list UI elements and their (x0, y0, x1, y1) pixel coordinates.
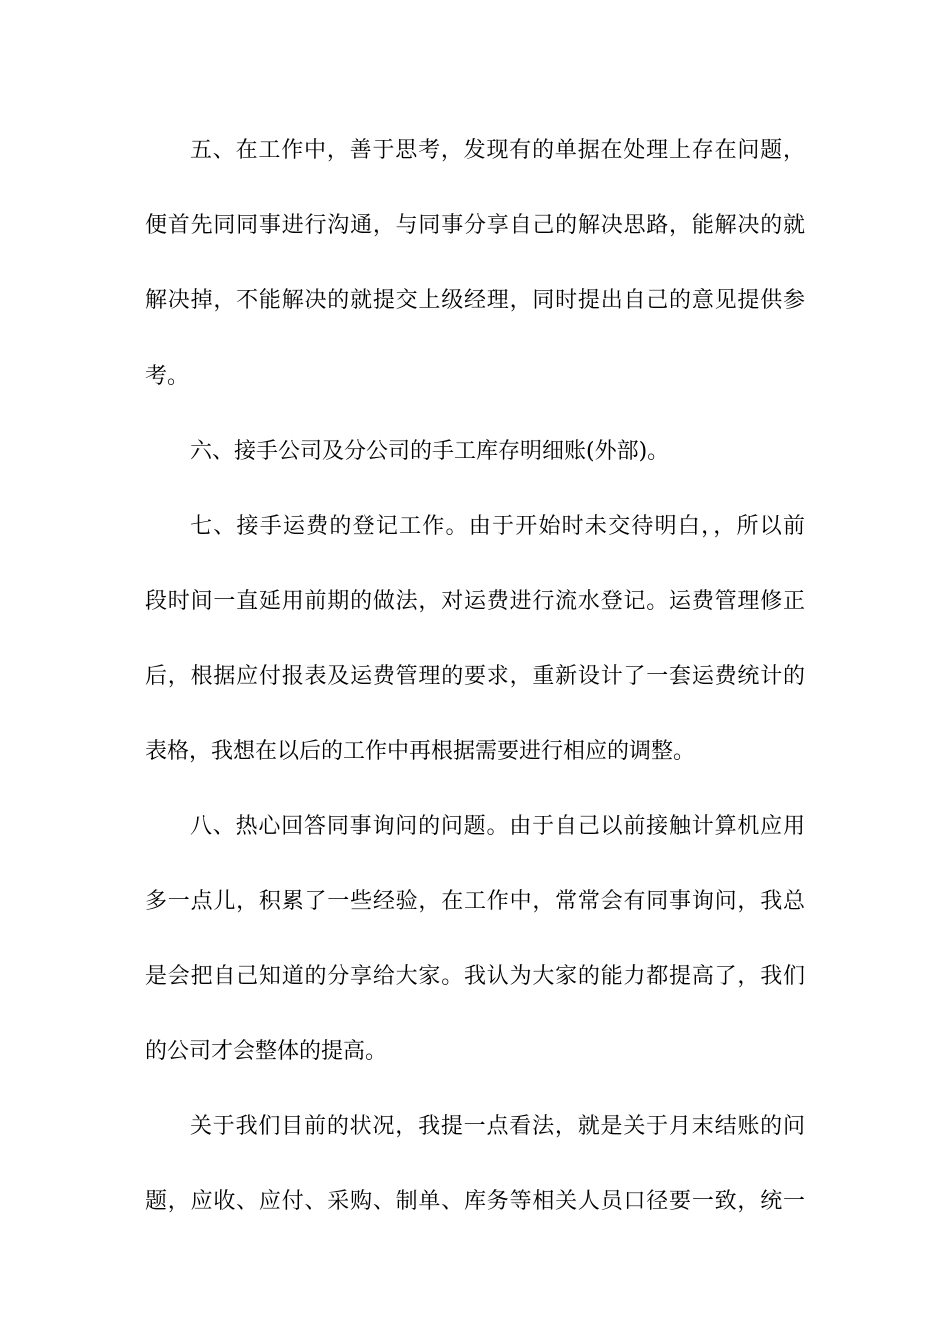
text-line: 关于我们目前的状况，我提一点看法，就是关于月末结账的问 (190, 1114, 805, 1139)
text-line: 便首先同同事进行沟通，与同事分享自己的解决思路，能解决的就 (145, 213, 805, 238)
text-line: 的公司才会整体的提高。 (145, 1039, 388, 1064)
text-line: 是会把自己知道的分享给大家。我认为大家的能力都提高了，我们 (145, 964, 805, 989)
text-line: 后，根据应付报表及运费管理的要求，重新设计了一套运费统计的 (145, 664, 805, 689)
text-line: 七、接手运费的登记工作。由于开始时未交待明白，，所以前 (190, 514, 805, 539)
text-line: 解决掉，不能解决的就提交上级经理，同时提出自己的意见提供参 (145, 288, 805, 313)
text-line: 八、热心回答同事询问的问题。由于自己以前接触计算机应用 (190, 814, 805, 839)
text-line: 考。 (145, 364, 190, 389)
text-line: 五、在工作中，善于思考，发现有的单据在处理上存在问题， (190, 138, 805, 163)
text-line: 题，应收、应付、采购、制单、库务等相关人员口径要一致，统一 (145, 1189, 805, 1214)
text-line: 表格，我想在以后的工作中再根据需要进行相应的调整。 (145, 739, 696, 764)
text-line: 段时间一直延用前期的做法，对运费进行流水登记。运费管理修正 (145, 589, 805, 614)
text-line: 六、接手公司及分公司的手工库存明细账(外部)。 (190, 439, 670, 464)
text-line: 多一点儿，积累了一些经验，在工作中，常常会有同事询问，我总 (145, 889, 805, 914)
